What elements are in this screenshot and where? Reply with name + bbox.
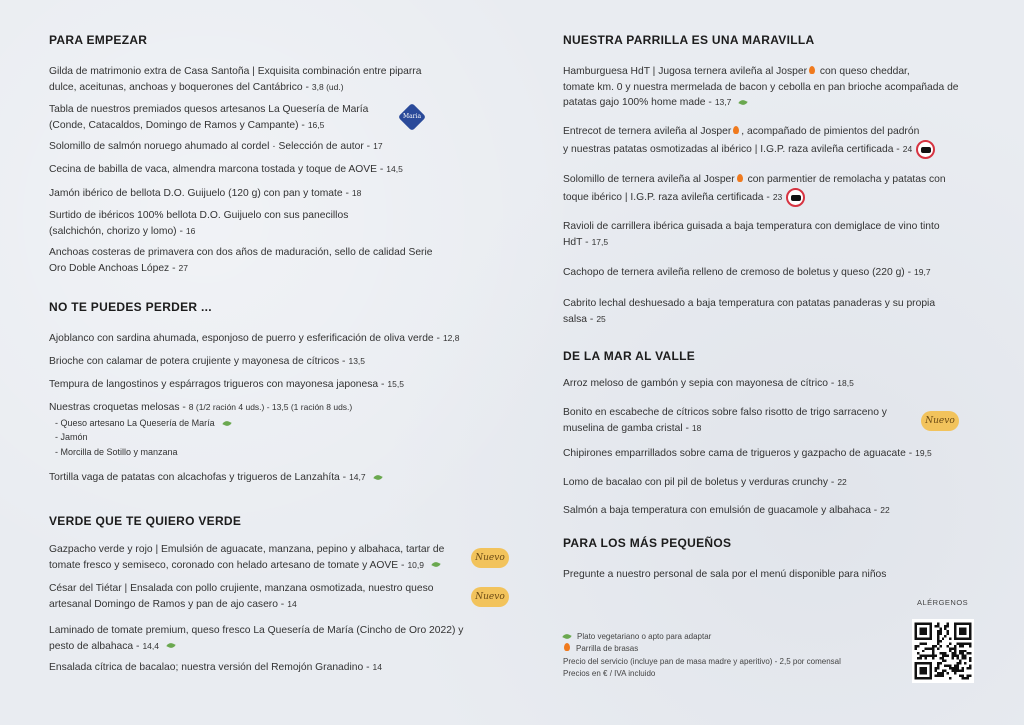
menu-item (563, 475, 847, 491)
menu-item-text: Jamón ibérico de bellota D.O. Guijuelo (120 g) con pan y tomate - (49, 188, 349, 199)
menu-item-price: 10,9 (407, 559, 424, 570)
menu-item-line (49, 623, 463, 639)
menu-item-line (49, 118, 368, 134)
menu-item-text: Pregunte a nuestro personal de sala por el menú disponible para niños (563, 569, 887, 580)
menu-item (563, 265, 931, 281)
menu-item-text: con queso cheddar, (817, 66, 910, 77)
menu-item (49, 470, 382, 486)
menu-item-text: Tabla de nuestros premiados quesos artesanos La Quesería de María (49, 104, 369, 115)
menu-item-text: Ensalada cítrica de bacalao; nuestra versión del Remojón Granadino - (49, 662, 370, 673)
menu-item-line (49, 660, 382, 676)
menu-item-line (563, 140, 935, 159)
avila-certified-beef-icon (916, 140, 935, 159)
menu-item-text: Ajoblanco con sardina ahumada, esponjoso de puerro y esferificación de oliva verde - (49, 333, 440, 344)
menu-item-text: César del Tiétar | Ensalada con pollo crujiente, manzana osmotizada, nuestro queso (49, 583, 434, 594)
section-heading: PARA EMPEZAR (49, 33, 148, 47)
menu-item (49, 331, 460, 347)
menu-item-line (563, 503, 890, 519)
menu-item-line (563, 475, 847, 491)
menu-item (563, 503, 890, 519)
menu-item-text: tomate km. 0 y nuestra mermelada de bacon y cebolla en pan brioche acompañada de (563, 81, 959, 93)
croqueta-option-text: - Queso artesano La Quesería de María (55, 417, 215, 428)
new-dish-badge: Nuevo (471, 548, 509, 568)
menu-item-text: Hamburguesa HdT | Jugosa ternera avileña al Josper (563, 66, 808, 77)
menu-item-text: (salchichón, chorizo y lomo) - (49, 225, 183, 237)
menu-item-line (49, 162, 403, 178)
menu-item-price: 18 (351, 188, 362, 198)
queseria-maria-logo (398, 103, 426, 131)
menu-item (49, 660, 382, 676)
menu-item-text: Cabrito lechal deshuesado a baja temperatura con patatas panaderas y su propia (563, 298, 936, 309)
fire-icon (733, 126, 739, 134)
menu-item-text: artesanal Domingo de Ramos y pan de ajo casero - (49, 598, 285, 610)
menu-item (563, 172, 946, 207)
menu-item-text: Gazpacho verde y rojo | Emulsión de aguacate, manzana, pepino y albahaca, tartar de (49, 544, 445, 555)
vegetarian-leaf-icon (222, 419, 231, 427)
menu-item-text: Tempura de langostinos y espárragos trigueros con mayonesa japonesa - (49, 379, 385, 390)
croqueta-option-text: - Jamón (55, 432, 88, 442)
menu-item-line (563, 80, 959, 96)
menu-item-text: Nuestras croquetas melosas - (49, 402, 186, 413)
menu-item-text: Solomillo de ternera avileña al Josper (563, 174, 735, 185)
section-heading: VERDE QUE TE QUIERO VERDE (49, 514, 242, 528)
menu-item (563, 446, 932, 462)
menu-item-text: Anchoas costeras de primavera con dos años de maduración, sello de calidad Serie (49, 247, 433, 258)
menu-item-text: con parmentier de remolacha y patatas con (744, 174, 946, 185)
menu-item-price: 14 (287, 598, 297, 609)
menu-item (49, 162, 403, 178)
menu-item (563, 64, 959, 111)
menu-item-price: 14,4 (142, 640, 159, 651)
menu-item-line (49, 377, 404, 393)
menu-item-line (563, 405, 887, 421)
menu-item-line (49, 261, 433, 277)
vegetarian-leaf-icon (431, 561, 440, 569)
menu-item-line (49, 542, 444, 558)
menu-item (49, 400, 352, 459)
menu-item-line (49, 186, 361, 202)
vegetarian-leaf-icon (562, 633, 571, 641)
menu-item-price: 18 (691, 422, 702, 433)
menu-item-price: 22 (837, 477, 847, 487)
croqueta-option (49, 430, 352, 445)
menu-item-text: Arroz meloso de gambón y sepia con mayonesa de cítrico - (563, 378, 835, 389)
menu-item-line (563, 219, 940, 235)
menu-item (49, 354, 365, 370)
menu-item-price: 14 (372, 662, 382, 672)
menu-item-price: 16,5 (307, 119, 325, 130)
menu-item-line (49, 208, 348, 224)
menu-item-line (563, 235, 940, 251)
croqueta-option-text: - Morcilla de Sotillo y manzana (55, 446, 178, 457)
menu-item-price: 17,5 (591, 236, 609, 247)
menu-item-price: 19,7 (914, 267, 931, 277)
menu-item-price: 8 (1/2 ración 4 uds.) - 13,5 (1 ración 8 uds.) (188, 402, 353, 412)
menu-item-text: toque ibérico | I.G.P. raza avileña certificada - (563, 191, 770, 203)
menu-item-text: Bonito en escabeche de cítricos sobre falso risotto de trigo sarraceno y (563, 407, 887, 418)
menu-item-price: 14,5 (386, 164, 403, 174)
new-dish-badge: Nuevo (921, 411, 959, 431)
menu-item-text: Salmón a baja temperatura con emulsión de guacamole y albahaca - (563, 505, 878, 516)
menu-item (49, 64, 421, 95)
menu-item (49, 623, 463, 654)
menu-item-text: Solomillo de salmón noruego ahumado al cordel · Selección de autor - (49, 141, 371, 152)
avila-certified-beef-icon (786, 188, 805, 207)
menu-item-line (49, 224, 348, 240)
menu-item-line (49, 581, 433, 597)
menu-item-price: 24 (902, 143, 913, 154)
menu-item-price: 18,5 (837, 378, 854, 388)
menu-item-line (49, 331, 460, 347)
menu-item-line (49, 354, 365, 370)
menu-item-text: HdT - (563, 236, 589, 248)
legend-veg: Plato vegetariano o apto para adaptar (577, 632, 712, 641)
legend-prices: Precios en € / IVA incluido (563, 669, 656, 679)
menu-item-text: muselina de gamba cristal - (563, 422, 689, 434)
menu-item-line (49, 558, 444, 574)
menu-item-text: patatas gajo 100% home made - (563, 97, 712, 108)
menu-item-line (49, 470, 382, 486)
menu-item-line (563, 446, 932, 462)
menu-item-line (563, 312, 935, 328)
vegetarian-leaf-icon (739, 98, 748, 106)
menu-item-line (49, 64, 421, 80)
fire-icon (809, 66, 815, 74)
menu-item-price: 15,5 (387, 379, 404, 389)
menu-item-price: 27 (178, 262, 188, 273)
fire-icon (737, 174, 743, 182)
menu-item-price: 25 (596, 313, 606, 324)
menu-item-line (563, 421, 887, 437)
menu-item-text: dulce, aceitunas, anchoas y boquerones del Cantábrico - (49, 81, 309, 93)
menu-item (49, 208, 348, 239)
menu-item (49, 542, 444, 573)
menu-item-line (563, 172, 946, 188)
section-heading: NO TE PUEDES PERDER ... (49, 300, 212, 314)
section-heading: NUESTRA PARRILLA ES UNA MARAVILLA (563, 33, 815, 47)
menu-item (49, 245, 433, 276)
menu-item-price: 23 (772, 191, 783, 202)
legend-service: Precio del servicio (incluye pan de masa madre y aperitivo) - 2,5 por comensal (563, 656, 841, 666)
vegetarian-leaf-icon (373, 473, 382, 481)
new-dish-badge: Nuevo (471, 587, 509, 607)
menu-item-line (49, 639, 463, 655)
menu-item (49, 139, 383, 155)
vegetarian-leaf-icon (166, 642, 175, 650)
menu-item-line (49, 400, 352, 416)
menu-item-text: Cecina de babilla de vaca, almendra marcona tostada y toque de AOVE - (49, 164, 384, 175)
menu-item-line (563, 376, 854, 392)
menu-item-line (563, 188, 946, 207)
menu-item-price: 16 (185, 225, 196, 236)
menu-item (563, 296, 935, 327)
menu-item-price: 19,5 (915, 448, 932, 458)
menu-item-line (563, 95, 959, 111)
section-heading: DE LA MAR AL VALLE (563, 349, 696, 363)
menu-item-price: 17 (373, 141, 383, 151)
menu-item-price: 13,5 (348, 356, 366, 366)
menu-item-text: (Conde, Catacaldos, Domingo de Ramos y Campante) - (49, 119, 305, 131)
menu-item-price: 3,8 (ud.) (311, 81, 344, 92)
menu-item-line (563, 296, 935, 312)
menu-item (49, 377, 404, 393)
menu-item-line (49, 102, 368, 118)
menu-item (563, 405, 887, 436)
menu-item-text: Brioche con calamar de potera crujiente y mayonesa de cítricos - (49, 356, 346, 367)
menu-item-text: Entrecot de ternera avileña al Josper (563, 126, 732, 137)
menu-item-text: pesto de albahaca - (49, 640, 140, 652)
menu-item-line (563, 265, 931, 281)
menu-item-line (49, 597, 433, 613)
menu-item-line (563, 124, 935, 140)
menu-item (563, 567, 886, 583)
menu-item-text: Cachopo de ternera avileña relleno de cremoso de boletus y queso (220 g) - (563, 267, 912, 278)
menu-item-price: 12,8 (442, 333, 460, 343)
menu-item-text: , acompañado de pimientos del padrón (741, 126, 920, 137)
legend-fire: Parrilla de brasas (576, 644, 639, 654)
menu-item (563, 376, 854, 392)
menu-item-price: 14,7 (349, 472, 366, 482)
menu-item-line (49, 80, 421, 96)
menu-item-line (563, 64, 959, 80)
menu-item-text: Chipirones emparrillados sobre cama de trigueros y gazpacho de aguacate - (563, 448, 913, 459)
allergens-label: ALÉRGENOS (917, 598, 969, 607)
menu-item (49, 581, 433, 612)
menu-item-text: Ravioli de carrillera ibérica guisada a baja temperatura con demiglace de vino tinto (563, 221, 940, 232)
menu-item (563, 124, 935, 159)
croqueta-option (49, 416, 352, 431)
section-heading: PARA LOS MÁS PEQUEÑOS (563, 536, 732, 550)
menu-item (49, 186, 361, 202)
menu-item-text: Surtido de ibéricos 100% bellota D.O. Guijuelo con sus panecillos (49, 210, 349, 221)
menu-item-text: salsa - (563, 313, 594, 325)
logo-text: Maria (402, 113, 422, 120)
menu-item-text: y nuestras patatas osmotizadas al ibérico | I.G.P. raza avileña certificada - (563, 143, 900, 155)
menu-item-text: Gilda de matrimonio extra de Casa Santoña | Exquisita combinación entre piparra (49, 66, 422, 77)
allergens-qr-code[interactable] (912, 619, 974, 683)
menu-item-text: Tortilla vaga de patatas con alcachofas y trigueros de Lanzahíta - (49, 472, 347, 483)
menu-item-text: Laminado de tomate premium, queso fresco La Quesería de María (Cincho de Oro 2022) y (49, 625, 464, 636)
menu-item-price: 22 (880, 505, 890, 515)
legend (563, 631, 841, 681)
menu-item (49, 102, 368, 133)
menu-item-text: Lomo de bacalao con pil pil de boletus y verduras crunchy - (563, 477, 835, 488)
menu-item-line (563, 567, 886, 583)
croqueta-option (49, 445, 352, 460)
menu-item (563, 219, 940, 250)
menu-item-price: 13,7 (714, 97, 732, 107)
menu-item-line (49, 245, 433, 261)
menu-item-text: tomate fresco y semiseco, coronado con helado artesano de tomate y AOVE - (49, 559, 405, 571)
menu-item-text: Oro Doble Anchoas López - (49, 262, 176, 274)
menu-item-line (49, 139, 383, 155)
fire-icon (564, 643, 570, 651)
